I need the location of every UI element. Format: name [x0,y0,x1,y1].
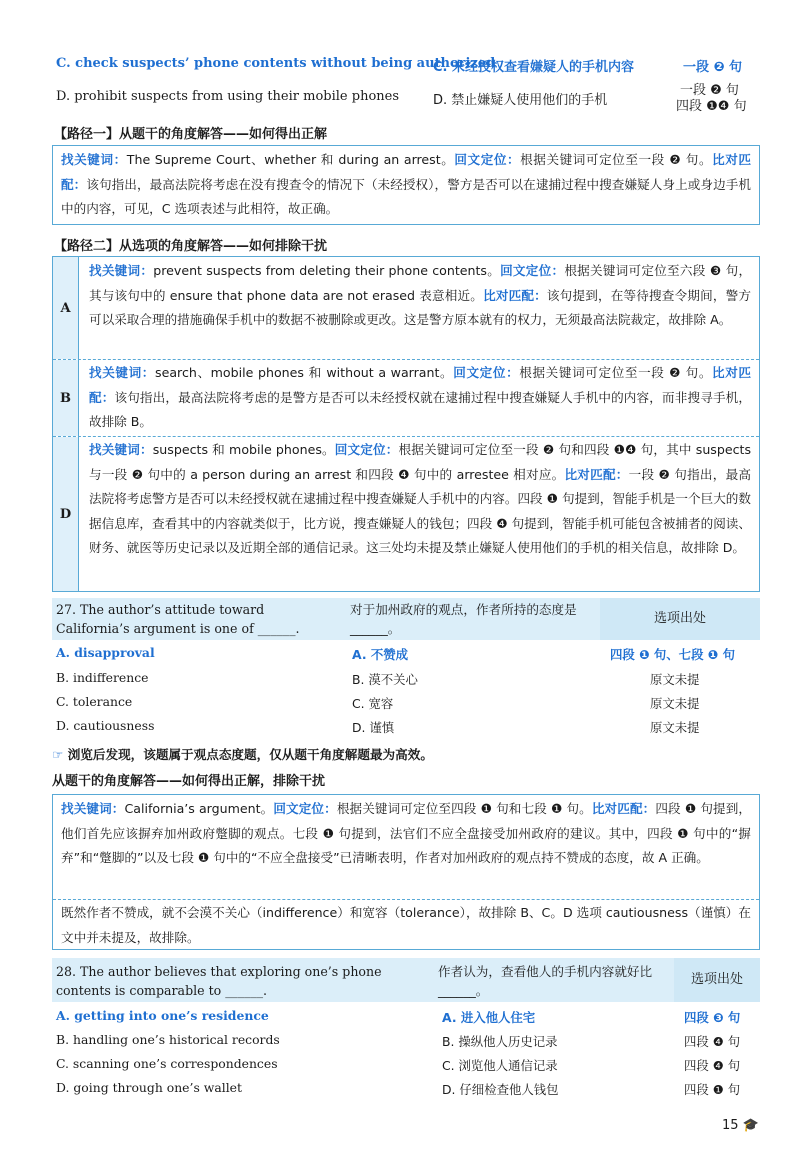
option-d-row [56,83,756,114]
q27-option-a-cn: A. 不赞成 [352,647,409,662]
q27-analysis-paragraph [61,797,751,871]
route2-a-loc-label: 回文定位： [500,263,565,278]
q27-option-d-en: D. cautiousness [56,718,155,733]
route2-letter-b: B [53,360,79,436]
q27-analysis-box [52,794,760,950]
q27-loc-text: 根据关键词可定位至四段 ❶ 句和七段 ❶ 句。 [336,801,592,816]
q27-option-b-en: B. indifference [56,670,149,685]
route2-d-paragraph [89,438,751,561]
route2-d-cmp-text: 一段 ❷ 句指出，最高法院将考虑警方是否可以未经授权就在逮捕过程中搜查嫌疑人手机中的内容。四段 ❶ 句提到，智能手机是一个巨大的数据信息库，查看其中的内容就类似于，比方说，搜查嫌疑人的钱包；四段 ❹ 句提到，智能手机可能包含被捕者的阅读、财务、就医等历史记录以及近期全部的通信记录。这三处均未提及禁止嫌疑人使用他们的手机的相关信息，故排除 D。 [89,466,752,555]
q28-option-a-cn: A. 进入他人住宅 [442,1010,536,1025]
route2-b-loc-text: 根据关键词可定位至一段 ❷ 句。 [519,365,713,380]
q27-option-d-src: 原文未提 [650,720,700,735]
route1-cmp-label: 比对匹配： [61,152,752,192]
q28-option-d-cn: D. 仔细检查他人钱包 [442,1082,559,1097]
q27-option-c-cn: C. 宽容 [352,696,394,711]
page-number-text: 15 [722,1118,739,1133]
q27-approach-title: 从题干的角度解答——如何得出正解，排除干扰 [52,774,326,789]
route1-box [52,145,760,225]
q28-option-a-en: A. getting into one’s residence [56,1008,269,1023]
q27-option-d-cn: D. 谨慎 [352,720,395,735]
route2-d-kw-text: suspects 和 mobile phones。 [152,442,335,457]
route2-b-paragraph [89,361,751,435]
route2-d-loc-text: 根据关键词可定位至一段 ❷ 句和四段 ❶❹ 句，其中 suspects 与一段 ❷ 句中的 a person during an arrest 和四段 ❹ 句中的 arrestee 相对应。 [89,442,752,482]
route1-kw-label: 找关键词： [61,152,127,167]
q27-option-c-src: 原文未提 [650,696,700,711]
page-number [722,1118,759,1133]
option-d-source-2: 四段 ❶❹ 句 [676,99,747,114]
q27-stem-band [52,598,760,640]
q28-stem-cn: 作者认为，查看他人的手机内容就好比______。 [438,964,653,998]
route2-d-kw-label: 找关键词： [89,442,153,457]
route2-a-paragraph [89,259,751,333]
q27-option-a-src: 四段 ❶ 句、七段 ❶ 句 [610,647,735,662]
route2-a-kw-text: prevent suspects from deleting their phone contents。 [153,263,501,278]
route1-loc-text: 根据关键词可定位至一段 ❷ 句。 [520,152,713,167]
route2-b-cmp-text: 该句指出，最高法院将考虑的是警方是否可以未经授权就在逮捕过程中搜查嫌疑人手机中的内容，而非搜寻手机，故排除 B。 [89,389,752,429]
route1-kw-text: The Supreme Court、whether 和 during an arrest。 [126,152,455,167]
q28-stem-band [52,958,760,1002]
route1-paragraph [61,148,751,222]
route2-box [52,256,760,592]
option-c-source: 一段 ❷ 句 [683,60,743,75]
q28-option-d-src: 四段 ❶ 句 [684,1082,741,1097]
q27-kw-text: California’s argument。 [124,801,274,816]
q28-option-c-src: 四段 ❹ 句 [684,1058,741,1073]
route2-d-cmp-label: 比对匹配： [564,466,629,482]
route2-d-loc-label: 回文定位： [334,442,399,457]
route1-title: 【路径一】从题干的角度解答——如何得出正解 [54,127,328,142]
route2-letter-d: D [53,437,79,591]
q28-option-c-cn: C. 浏览他人通信记录 [442,1058,558,1073]
q27-stem-en: 27. The author’s attitude toward California’s argument is one of ______. [56,602,300,636]
q28-option-a-src: 四段 ❸ 句 [684,1010,741,1025]
route2-a-loc-text: 根据关键词可定位至六段 ❸ 句，其与该句中的 ensure that phone data are not erased 表意相近。 [89,263,752,303]
option-c-en: C. check suspects’ phone contents without being authorized [56,56,496,71]
q27-option-a-en: A. disapproval [56,645,155,660]
pointing-hand-icon: ☞ [52,747,64,762]
route2-a-cmp-text: 该句提到，在等待搜查令期间，警方可以采取合理的措施确保手机中的数据不被删除或更改。这是警方原本就有的权力，无须最高法院裁定，故排除 A。 [89,287,752,327]
route1-loc-label: 回文定位： [454,152,521,167]
q27-option-b-cn: B. 漠不关心 [352,672,418,687]
q27-tip-text: 浏览后发现，该题属于观点态度题，仅从题干角度解题最为高效。 [67,747,433,762]
q28-option-b-en: B. handling one’s historical records [56,1032,280,1047]
q28-option-d-en: D. going through one’s wallet [56,1080,242,1095]
q27-tip [52,744,433,763]
q27-kw-label: 找关键词： [61,801,125,816]
q27-loc-label: 回文定位： [273,801,337,816]
option-d-source-1: 一段 ❷ 句 [680,83,739,98]
route2-b-kw-text: search、mobile phones 和 without a warrant。 [155,365,454,380]
q27-source-header: 选项出处 [600,598,760,640]
route2-title: 【路径二】从选项的角度解答——如何排除干扰 [54,239,328,254]
route2-letter-a: A [53,257,79,359]
q27-divider [53,899,759,900]
q27-option-b-src: 原文未提 [650,672,700,687]
q27-extra-paragraph: 既然作者不赞成，就不会漠不关心（indifference）和宽容（tolerance），故排除 B、C。D 选项 cautiousness（谨慎）在文中并未提及，故排除。 [61,905,751,945]
q27-option-c-en: C. tolerance [56,694,133,709]
q28-stem-en: 28. The author believes that exploring one’s phone contents is comparable to ______. [56,964,382,998]
q27-cmp-text: 四段 ❶ 句提到，他们首先应该摒弃加州政府蹩脚的观点。七段 ❶ 句提到，法官们不应全盘接受加州政府的建议。其中，四段 ❶ 句中的“摒弃”和“蹩脚的”以及七段 ❶ 句中的“不应全盘接受”已清晰表明，作者对加州政府的观点持不赞成的态度，故 A 正确。 [61,801,752,865]
graduation-cap-icon: 🎓 [742,1118,759,1133]
route2-a-kw-label: 找关键词： [89,263,154,278]
route2-divider-2 [53,436,759,437]
option-d-cn: D. 禁止嫌疑人使用他们的手机 [433,93,608,108]
q28-option-c-en: C. scanning one’s correspondences [56,1056,278,1071]
route2-b-kw-label: 找关键词： [89,365,156,380]
q28-option-b-cn: B. 操纵他人历史记录 [442,1034,558,1049]
q28-option-b-src: 四段 ❹ 句 [684,1034,741,1049]
q27-stem-cn: 对于加州政府的观点，作者所持的态度是______。 [350,602,577,636]
route1-cmp-text: 该句指出，最高法院将考虑在没有搜查令的情况下（未经授权），警方是否可以在逮捕过程中搜查嫌疑人身上或身边手机中的内容，可见，C 选项表述与此相符，故正确。 [61,176,752,216]
option-d-en: D. prohibit suspects from using their mobile phones [56,89,400,104]
option-c-cn: C. 未经授权查看嫌疑人的手机内容 [433,60,635,75]
route2-divider-1 [53,359,759,360]
route2-b-loc-label: 回文定位： [453,365,520,380]
q28-source-header: 选项出处 [674,958,760,1002]
q27-cmp-label: 比对匹配： [591,801,656,816]
route2-b-cmp-label: 比对匹配： [89,365,752,405]
route2-a-cmp-label: 比对匹配： [483,287,547,303]
option-c-row [56,56,756,78]
